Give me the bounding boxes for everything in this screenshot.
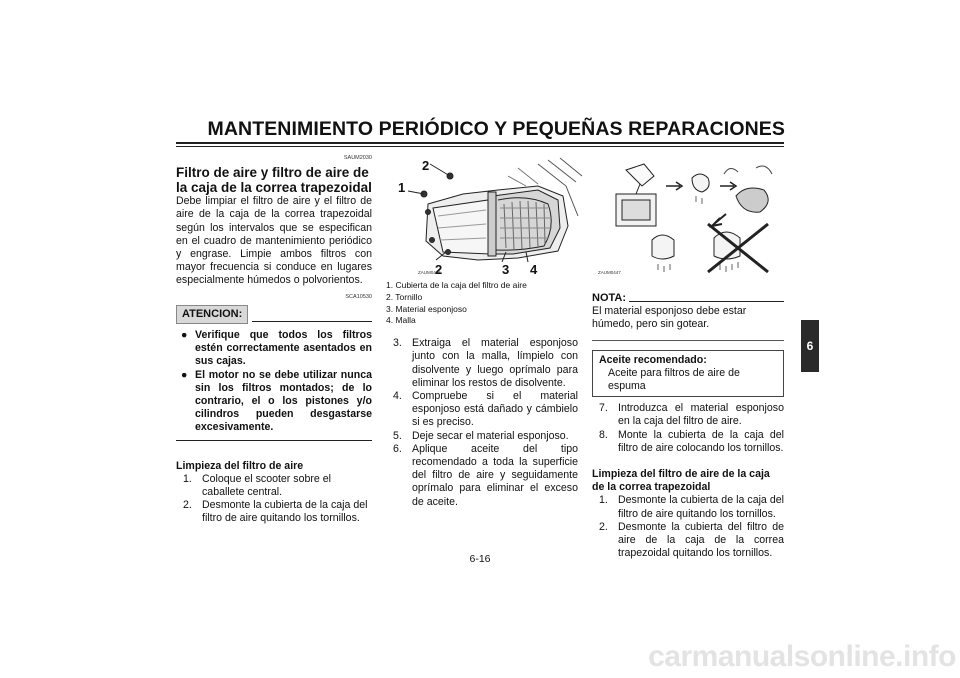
- caution-bullet: ● Verifique que todos los filtros estén correctamente asentados en sus cajas.: [181, 329, 372, 368]
- callout-label: 3: [502, 262, 510, 277]
- legend-item: 2. Tornillo: [386, 291, 423, 302]
- section-code: SAUM2030: [343, 155, 372, 161]
- oil-value: Aceite para filtros de aire de espuma: [608, 366, 740, 393]
- list-item: 1. Coloque el scooter sobre el caballete central.: [183, 472, 331, 499]
- title-rule-thin: [176, 146, 784, 147]
- list-item: 3. Extraiga el material esponjoso junto con la malla, límpielo con disolvente y luego oprímalo para eliminar los restos de disolvente.: [393, 337, 578, 389]
- column-1: [176, 152, 372, 526]
- air-filter-illustration: [388, 156, 584, 278]
- sub-heading: Limpieza del filtro de aire: [176, 459, 304, 472]
- note-label: NOTA:: [592, 292, 627, 304]
- column-2: [386, 280, 578, 509]
- steps-list: [386, 337, 578, 509]
- figure-code: ZAUM0447: [598, 270, 621, 275]
- oil-foam-figure: [596, 160, 788, 278]
- legend-item: 1. Cubierta de la caja del filtro de aire: [386, 280, 527, 290]
- list-item: 7. Introduzca el material esponjoso en la caja del filtro de aire.: [599, 402, 784, 428]
- caution-bullet: ● El motor no se debe utilizar nunca sin los filtros montados; de lo contrario, el o los pistones y/o cilindros pueden desgastarse excesivamente.: [181, 368, 372, 434]
- intro-paragraph: Debe limpiar el filtro de aire y el filtro de aire de la caja de la correa trapezoidal según los intervalos que se especifican en el cuadro de mantenimiento periódico y engrase. Limpie ambos filtros con mayor frecuencia si conduce en lugares especialmente húmedos o polvorientos.: [176, 195, 372, 287]
- watermark[interactable]: carmanualsonline.info: [648, 640, 956, 673]
- list-item: 4. Compruebe si el material esponjoso está dañado y cámbielo si es preciso.: [393, 390, 578, 429]
- oil-foam-illustration: [596, 160, 788, 278]
- chapter-tab[interactable]: 6: [801, 320, 819, 372]
- recommended-oil-box: [592, 350, 784, 398]
- page-title: MANTENIMIENTO PERIÓDICO Y PEQUEÑAS REPARACIONES: [207, 118, 785, 140]
- steps-list: [176, 473, 372, 526]
- oil-label: Aceite recomendado:: [599, 353, 707, 366]
- caution-list: [176, 329, 372, 435]
- note-text: El material esponjoso debe estar húmedo, pero sin gotear.: [592, 305, 747, 331]
- legend-item: 4. Malla: [386, 315, 416, 326]
- sub-heading: Limpieza del filtro de aire de la caja de la correa trapezoidal: [592, 468, 770, 494]
- callout-label: 4: [530, 262, 538, 277]
- steps-list: [592, 402, 784, 455]
- section-heading: Filtro de aire y filtro de aire de la caja de la correa trapezoidal: [176, 165, 372, 196]
- legend-item: 3. Material esponjoso: [386, 303, 467, 314]
- list-item: 1. Desmonte la cubierta de la caja del filtro de aire quitando los tornillos.: [599, 494, 784, 520]
- caution-header: [176, 305, 372, 324]
- note-end-rule: [592, 340, 784, 341]
- list-item: 2. Desmonte la cubierta de la caja del filtro de aire quitando los tornillos.: [183, 499, 368, 525]
- air-filter-figure: [388, 156, 584, 278]
- figure-legend: [386, 280, 578, 327]
- caution-end-rule: [176, 440, 372, 441]
- list-item: 2. Desmonte la cubierta del filtro de aire de la caja de la correa trapezoidal quitando los tornillos.: [599, 520, 784, 560]
- page-number: 6-16: [469, 553, 491, 565]
- callout-label: 2: [422, 158, 430, 173]
- caution-label: ATENCION:: [176, 305, 248, 324]
- figure-code: ZAUM0446: [418, 270, 441, 275]
- bullet-icon: ●: [181, 368, 188, 381]
- list-item: 8. Monte la cubierta de la caja del filtro de aire colocando los tornillos.: [599, 428, 784, 454]
- callout-label: 2: [435, 262, 443, 277]
- title-rule: [176, 142, 784, 144]
- column-3: [592, 292, 784, 560]
- bullet-icon: ●: [181, 329, 188, 342]
- steps-list-2: [592, 494, 784, 560]
- callout-label: 1: [398, 180, 406, 195]
- list-item: 6. Aplique aceite del tipo recomendado a toda la superficie del filtro de aire y seguidamente oprímalo para eliminar el exceso de aceite.: [393, 442, 578, 508]
- caution-code: SCA10530: [345, 293, 372, 300]
- note-header: [592, 292, 784, 305]
- list-item: 5. Deje secar el material esponjoso.: [393, 429, 569, 442]
